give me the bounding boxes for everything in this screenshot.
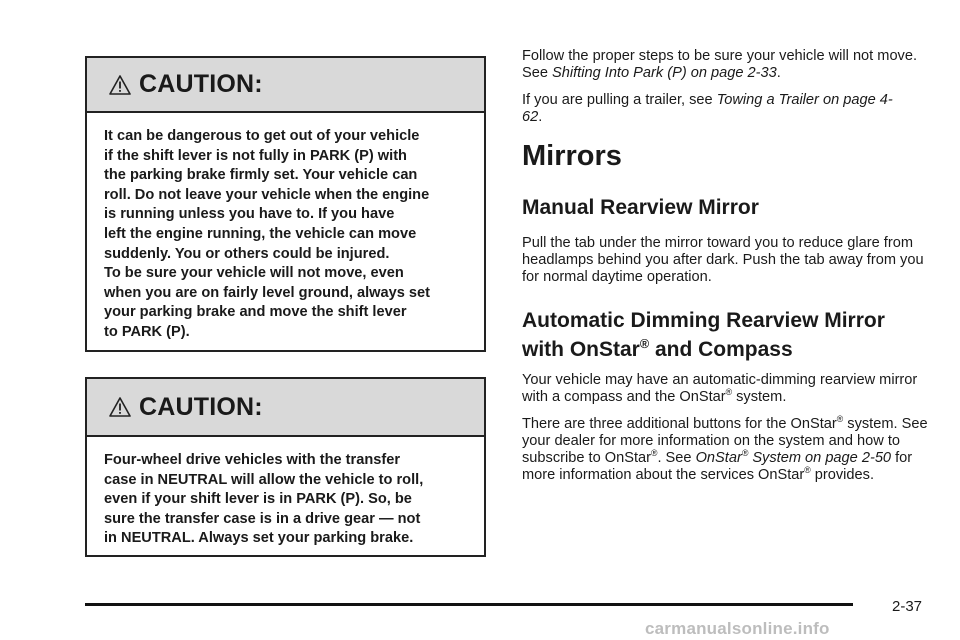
- park-steps-paragraph: [522, 48, 932, 82]
- heading-automatic-dimming-mirror: [522, 306, 932, 364]
- subsection-title: Manual Rearview Mirror: [522, 196, 759, 219]
- subsection-title-line2: with OnStar: [522, 338, 640, 361]
- caution-text: Four-wheel drive vehicles with the transfer case in NEUTRAL will allow the vehicle to roll, even if your shift lever is in PARK (P). So, be sure the transfer case is in a drive gear — not in NEUTRAL. Always set your parking brake.: [104, 452, 424, 547]
- section-title: Mirrors: [522, 140, 622, 172]
- onstar-buttons-paragraph: [522, 416, 932, 484]
- caution-header: [87, 379, 484, 437]
- subsection-title-line1: Automatic Dimming Rearview Mirror: [522, 309, 885, 332]
- paragraph-text: for more information about the services OnStar: [522, 450, 913, 483]
- warning-triangle-icon: [109, 74, 131, 96]
- paragraph-text: system.: [732, 389, 787, 405]
- paragraph-text: If you are pulling a trailer, see: [522, 92, 717, 108]
- caution-text: It can be dangerous to get out of your vehicle if the shift lever is not fully in PARK (P) with the parking brake firmly set. Your vehicle can roll. Do not leave your vehicle when the engine is running unless you have to. If you have left the engine running, the vehicle can move suddenly. You or others could be injured. To be sure your vehicle will not move, even when you are on fairly level ground, always set your parking brake and move the shift lever to PARK (P).: [104, 128, 431, 340]
- paragraph-text: provides.: [810, 467, 875, 483]
- auto-mirror-paragraph: [522, 372, 932, 406]
- paragraph-text: . See: [657, 450, 696, 466]
- link-text[interactable]: OnStar: [695, 450, 742, 466]
- paragraph-text: system. See your dealer for more information on the system and how to subscribe to OnStar: [522, 416, 928, 466]
- registered-mark: ®: [741, 448, 749, 459]
- link-towing-a-trailer[interactable]: Towing a Trailer on page 4-62: [522, 92, 893, 125]
- link-shifting-into-park[interactable]: Shifting Into Park (P) on page 2-33: [552, 65, 777, 81]
- subsection-title-line2-end: and Compass: [649, 338, 793, 361]
- caution-header: [87, 58, 484, 113]
- registered-mark: ®: [836, 414, 844, 425]
- paragraph-text: There are three additional buttons for the OnStar: [522, 416, 837, 432]
- caution-title: CAUTION:: [139, 70, 263, 98]
- paragraph-text: .: [538, 109, 543, 125]
- link-onstar-system[interactable]: [696, 450, 891, 466]
- paragraph-text: Your vehicle may have an automatic-dimming rearview mirror with a compass and the OnStar: [522, 372, 918, 405]
- registered-mark: ®: [725, 387, 733, 398]
- trailer-paragraph: [522, 92, 902, 126]
- heading-mirrors: [522, 140, 932, 173]
- registered-mark: ®: [804, 465, 811, 476]
- registered-mark: ®: [650, 448, 658, 459]
- paragraph-text: .: [776, 65, 781, 81]
- warning-triangle-icon: [109, 396, 131, 418]
- manual-mirror-paragraph: [522, 235, 932, 286]
- registered-mark: ®: [639, 337, 650, 351]
- footer-rule: [85, 603, 853, 606]
- page-number: 2-37: [892, 598, 923, 615]
- caution-box-parking: [85, 56, 486, 352]
- heading-manual-rearview-mirror: [522, 196, 932, 220]
- paragraph-text: Pull the tab under the mirror toward you to reduce glare from headlamps behind you after dark. Push the tab away from you for normal daytime operation.: [522, 235, 924, 285]
- paragraph-text: Follow the proper steps to be sure your vehicle will not move. See: [522, 48, 918, 81]
- caution-box-four-wheel-drive: [85, 377, 486, 557]
- watermark: carmanualsonline.info: [645, 619, 830, 638]
- link-text[interactable]: System on page 2-50: [748, 450, 892, 466]
- caution-title: CAUTION:: [139, 392, 263, 421]
